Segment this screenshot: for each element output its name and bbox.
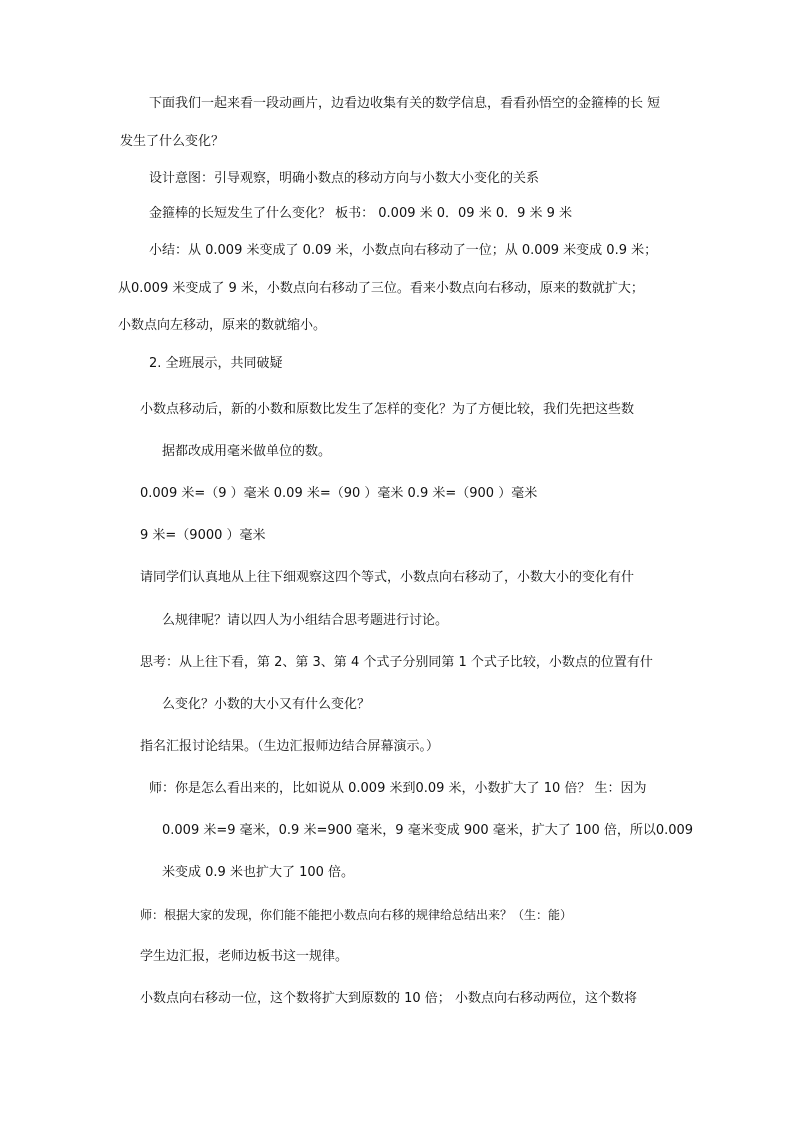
- paragraph-line: 么规律呢？请以四人为小组结合思考题进行讨论。: [162, 613, 449, 628]
- paragraph-line: 设计意图：引导观察，明确小数点的移动方向与小数大小变化的关系: [149, 171, 540, 186]
- paragraph-line: 指名汇报讨论结果。（生边汇报师边结合屏幕演示。）: [140, 739, 440, 754]
- paragraph-line: 米变成 0.9 米也扩大了 100 倍。: [162, 865, 355, 880]
- paragraph-line: 据都改成用毫米做单位的数。: [162, 444, 332, 459]
- equation-line: 9 米=（9000 ）毫米: [140, 528, 266, 543]
- paragraph-line: 金箍棒的长短发生了什么变化？ 板书： 0.009 米 0．09 米 0．9 米 9 米: [149, 206, 573, 221]
- paragraph-line: 从0.009 米变成了 9 米，小数点向右移动了三位。看来小数点向右移动，原来的数就扩大；: [118, 281, 644, 296]
- paragraph-line: 下面我们一起来看一段动画片，边看边收集有关的数学信息，看看孙悟空的金箍棒的长 短: [149, 96, 661, 111]
- equation-line: 0.009 米=（9 ）毫米 0.09 米=（90 ）毫米 0.9 米=（900 ）毫米: [140, 486, 538, 501]
- paragraph-line: 0.009 米=9 毫米，0.9 米=900 毫米，9 毫米变成 900 毫米，扩大了 100 倍，所以0.009: [162, 823, 694, 838]
- paragraph-line: 小数点移动后，新的小数和原数比发生了怎样的变化？为了方便比较，我们先把这些数: [140, 402, 635, 417]
- section-heading: 2. 全班展示，共同破疑: [149, 356, 283, 371]
- paragraph-line: 师：你是怎么看出来的，比如说从 0.009 米到0.09 米，小数扩大了 10 倍？ 生：因为: [149, 781, 647, 796]
- paragraph-line: 么变化？小数的大小又有什么变化？: [162, 697, 371, 712]
- paragraph-line: 小结：从 0.009 米变成了 0.09 米，小数点向右移动了一位；从 0.009 米变成 0.9 米；: [149, 243, 658, 258]
- paragraph-line: 师：根据大家的发现，你们能不能把小数点向右移的规律给总结出来？（生：能）: [140, 908, 573, 922]
- paragraph-line: 学生边汇报，老师边板书这一规律。: [140, 949, 349, 964]
- paragraph-line: 思考：从上往下看，第 2、第 3、第 4 个式子分别同第 1 个式子比较，小数点的位置有什: [140, 655, 653, 670]
- paragraph-line: 小数点向右移动一位，这个数将扩大到原数的 10 倍； 小数点向右移动两位，这个数将: [140, 991, 637, 1006]
- paragraph-line: 小数点向左移动，原来的数就缩小。: [118, 318, 327, 333]
- paragraph-line: 发生了什么变化？: [120, 134, 225, 149]
- paragraph-line: 请同学们认真地从上往下细观察这四个等式，小数点向右移动了，小数大小的变化有什: [140, 570, 635, 585]
